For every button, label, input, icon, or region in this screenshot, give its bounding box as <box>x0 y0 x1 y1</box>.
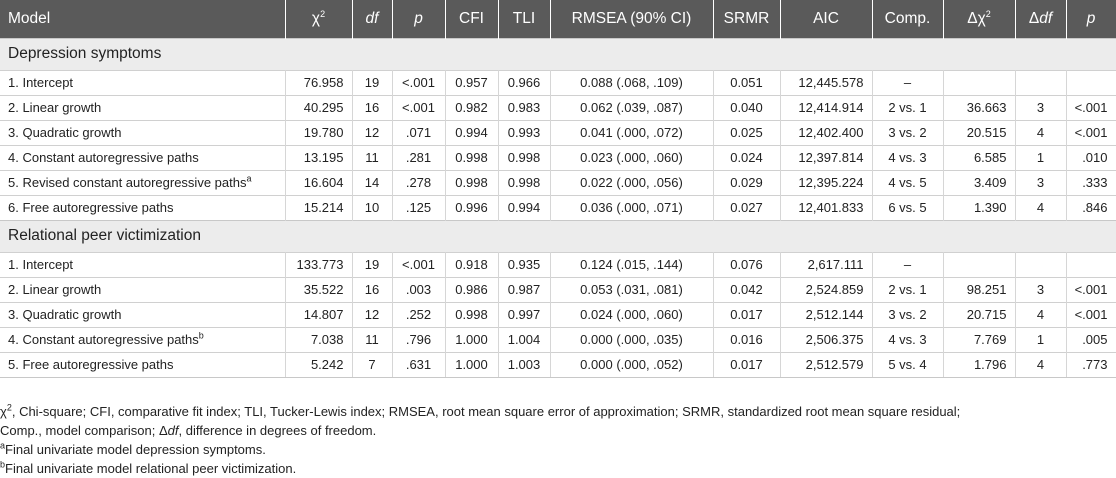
cell-rmsea: 0.022 (.000, .056) <box>550 170 713 195</box>
cell-rmsea: 0.088 (.068, .109) <box>550 70 713 95</box>
delta-symbol: Δ <box>1028 9 1040 27</box>
cell-delta-chi2 <box>943 252 1015 277</box>
cell-model <box>0 120 285 145</box>
cell-delta-p <box>1066 252 1116 277</box>
model-label: 2. Linear growth <box>8 100 102 115</box>
cell-delta-df: 3 <box>1015 170 1066 195</box>
delta-chi2-symbol: Δχ <box>967 9 986 27</box>
table-row <box>0 120 1116 145</box>
cell-rmsea: 0.024 (.000, .060) <box>550 302 713 327</box>
cell-rmsea: 0.053 (.031, .081) <box>550 277 713 302</box>
cell-rmsea: 0.023 (.000, .060) <box>550 145 713 170</box>
table-row <box>0 352 1116 377</box>
cell-comp: 5 vs. 4 <box>872 352 943 377</box>
col-cfi: CFI <box>445 0 498 38</box>
cell-cfi: 1.000 <box>445 327 498 352</box>
cell-delta-chi2: 20.515 <box>943 120 1015 145</box>
section-title: Relational peer victimization <box>0 220 1116 252</box>
cell-delta-p: .333 <box>1066 170 1116 195</box>
cell-chi2: 14.807 <box>285 302 352 327</box>
cell-delta-df: 1 <box>1015 327 1066 352</box>
cell-tli: 0.998 <box>498 170 550 195</box>
table-row <box>0 70 1116 95</box>
section-header-row <box>0 220 1116 252</box>
cell-comp: 3 vs. 2 <box>872 120 943 145</box>
note-text-3: , difference in degrees of freedom. <box>178 423 377 438</box>
cell-chi2: 76.958 <box>285 70 352 95</box>
cell-chi2: 7.038 <box>285 327 352 352</box>
cell-df: 19 <box>352 252 392 277</box>
footnote-marker: a <box>246 173 252 184</box>
cell-tli: 0.994 <box>498 195 550 220</box>
cell-delta-p: <.001 <box>1066 95 1116 120</box>
section-header-row <box>0 38 1116 70</box>
footnote-b-text: Final univariate model relational peer victimization. <box>5 461 297 476</box>
cell-comp: 4 vs. 5 <box>872 170 943 195</box>
table-row <box>0 302 1116 327</box>
table-body <box>0 38 1116 377</box>
cell-chi2: 16.604 <box>285 170 352 195</box>
cell-comp: 2 vs. 1 <box>872 95 943 120</box>
col-comp: Comp. <box>872 0 943 38</box>
cell-delta-df: 4 <box>1015 352 1066 377</box>
cell-delta-chi2: 7.769 <box>943 327 1015 352</box>
note-df: df <box>167 423 179 438</box>
cell-model <box>0 302 285 327</box>
cell-chi2: 133.773 <box>285 252 352 277</box>
cell-srmr: 0.040 <box>713 95 780 120</box>
cell-aic: 12,395.224 <box>780 170 872 195</box>
table-row <box>0 170 1116 195</box>
cell-rmsea: 0.036 (.000, .071) <box>550 195 713 220</box>
model-label: 1. Intercept <box>8 75 74 90</box>
col-delta-df <box>1015 0 1066 38</box>
cell-p: .125 <box>392 195 445 220</box>
col-delta-p: p <box>1066 0 1116 38</box>
cell-cfi: 0.957 <box>445 70 498 95</box>
cell-delta-df: 3 <box>1015 277 1066 302</box>
cell-p: <.001 <box>392 95 445 120</box>
cell-comp: 3 vs. 2 <box>872 302 943 327</box>
cell-aic: 2,506.375 <box>780 327 872 352</box>
cell-p: .281 <box>392 145 445 170</box>
cell-delta-p: <.001 <box>1066 120 1116 145</box>
cell-srmr: 0.042 <box>713 277 780 302</box>
abbreviation-note <box>0 402 1110 440</box>
table-row <box>0 95 1116 120</box>
cell-srmr: 0.029 <box>713 170 780 195</box>
cell-df: 19 <box>352 70 392 95</box>
cell-chi2: 5.242 <box>285 352 352 377</box>
table-row <box>0 327 1116 352</box>
cell-delta-df: 4 <box>1015 302 1066 327</box>
cell-rmsea: 0.000 (.000, .052) <box>550 352 713 377</box>
note-chi-superscript: 2 <box>6 402 12 413</box>
col-tli: TLI <box>498 0 550 38</box>
col-aic: AIC <box>780 0 872 38</box>
cell-model <box>0 145 285 170</box>
cell-cfi: 0.998 <box>445 145 498 170</box>
footnote-a-text: Final univariate model depression symptoms. <box>5 442 266 457</box>
cell-delta-p: <.001 <box>1066 277 1116 302</box>
cell-model <box>0 252 285 277</box>
cell-comp: – <box>872 252 943 277</box>
model-label: 6. Free autoregressive paths <box>8 200 174 215</box>
cell-srmr: 0.017 <box>713 302 780 327</box>
cell-df: 16 <box>352 95 392 120</box>
cell-p: .252 <box>392 302 445 327</box>
cell-p: .796 <box>392 327 445 352</box>
cell-chi2: 19.780 <box>285 120 352 145</box>
cell-aic: 2,512.144 <box>780 302 872 327</box>
cell-p: .278 <box>392 170 445 195</box>
cell-p: <.001 <box>392 252 445 277</box>
cell-comp: 4 vs. 3 <box>872 145 943 170</box>
cell-aic: 2,617.111 <box>780 252 872 277</box>
delta-chi2-superscript: 2 <box>985 8 991 19</box>
cell-delta-chi2: 98.251 <box>943 277 1015 302</box>
cell-df: 11 <box>352 327 392 352</box>
cell-delta-chi2: 1.390 <box>943 195 1015 220</box>
cell-cfi: 0.994 <box>445 120 498 145</box>
footnote-marker: b <box>198 330 204 341</box>
cell-tli: 0.998 <box>498 145 550 170</box>
table-header <box>0 0 1116 38</box>
section-title: Depression symptoms <box>0 38 1116 70</box>
cell-comp: 2 vs. 1 <box>872 277 943 302</box>
table-row <box>0 277 1116 302</box>
cell-rmsea: 0.124 (.015, .144) <box>550 252 713 277</box>
cell-rmsea: 0.062 (.039, .087) <box>550 95 713 120</box>
cell-delta-df: 1 <box>1015 145 1066 170</box>
footnote-a-mark: a <box>0 440 6 451</box>
col-df: df <box>352 0 392 38</box>
note-chi-symbol: χ <box>0 404 7 419</box>
cell-delta-chi2 <box>943 70 1015 95</box>
col-p: p <box>392 0 445 38</box>
cell-cfi: 0.918 <box>445 252 498 277</box>
cell-model <box>0 327 285 352</box>
cell-tli: 0.987 <box>498 277 550 302</box>
chi2-superscript: 2 <box>320 8 326 19</box>
col-rmsea: RMSEA (90% CI) <box>550 0 713 38</box>
cell-delta-chi2: 3.409 <box>943 170 1015 195</box>
model-label: 3. Quadratic growth <box>8 307 122 322</box>
cell-chi2: 13.195 <box>285 145 352 170</box>
cell-srmr: 0.051 <box>713 70 780 95</box>
cell-delta-df <box>1015 70 1066 95</box>
cell-model <box>0 70 285 95</box>
cell-chi2: 40.295 <box>285 95 352 120</box>
cell-aic: 12,402.400 <box>780 120 872 145</box>
cell-delta-df <box>1015 252 1066 277</box>
cell-cfi: 0.998 <box>445 170 498 195</box>
col-model: Model <box>0 0 285 38</box>
cell-delta-chi2: 20.715 <box>943 302 1015 327</box>
cell-comp: – <box>872 70 943 95</box>
cell-chi2: 15.214 <box>285 195 352 220</box>
delta-df-label: df <box>1039 9 1053 27</box>
cell-p: .003 <box>392 277 445 302</box>
cell-srmr: 0.017 <box>713 352 780 377</box>
cell-cfi: 0.986 <box>445 277 498 302</box>
cell-delta-p: <.001 <box>1066 302 1116 327</box>
note-text-1: , Chi-square; CFI, comparative fit index; TLI, Tucker-Lewis index; RMSEA, root mean square error of approximation; SRMR, standardized root mean square residual; <box>11 404 961 419</box>
chi2-symbol: χ <box>311 9 321 27</box>
cell-comp: 6 vs. 5 <box>872 195 943 220</box>
cell-aic: 12,401.833 <box>780 195 872 220</box>
model-label: 2. Linear growth <box>8 282 102 297</box>
footnote-a <box>0 440 1110 459</box>
cell-rmsea: 0.000 (.000, .035) <box>550 327 713 352</box>
footnote-b-mark: b <box>0 459 6 470</box>
model-label: 1. Intercept <box>8 257 74 272</box>
table-notes <box>0 402 1110 478</box>
cell-aic: 2,524.859 <box>780 277 872 302</box>
cell-model <box>0 95 285 120</box>
cell-comp: 4 vs. 3 <box>872 327 943 352</box>
note-text-2: Comp., model comparison; Δ <box>0 423 168 438</box>
cell-delta-p <box>1066 70 1116 95</box>
cell-p: .071 <box>392 120 445 145</box>
model-label: 3. Quadratic growth <box>8 125 122 140</box>
cell-delta-df: 4 <box>1015 120 1066 145</box>
model-label: 5. Free autoregressive paths <box>8 357 174 372</box>
footnote-b <box>0 459 1110 478</box>
cell-tli: 0.935 <box>498 252 550 277</box>
cell-tli: 0.966 <box>498 70 550 95</box>
cell-tli: 0.983 <box>498 95 550 120</box>
cell-tli: 0.993 <box>498 120 550 145</box>
cell-df: 12 <box>352 302 392 327</box>
cell-aic: 12,414.914 <box>780 95 872 120</box>
cell-model <box>0 195 285 220</box>
cell-tli: 0.997 <box>498 302 550 327</box>
cell-srmr: 0.016 <box>713 327 780 352</box>
cell-aic: 2,512.579 <box>780 352 872 377</box>
cell-aic: 12,397.814 <box>780 145 872 170</box>
cell-model <box>0 352 285 377</box>
cell-df: 14 <box>352 170 392 195</box>
cell-srmr: 0.025 <box>713 120 780 145</box>
cell-cfi: 0.998 <box>445 302 498 327</box>
cell-cfi: 0.996 <box>445 195 498 220</box>
model-label: 4. Constant autoregressive paths <box>8 150 199 165</box>
cell-delta-p: .846 <box>1066 195 1116 220</box>
col-srmr: SRMR <box>713 0 780 38</box>
cell-p: <.001 <box>392 70 445 95</box>
cell-df: 16 <box>352 277 392 302</box>
cell-df: 7 <box>352 352 392 377</box>
col-delta-chi2 <box>943 0 1015 38</box>
cell-tli: 1.003 <box>498 352 550 377</box>
cell-delta-p: .773 <box>1066 352 1116 377</box>
cell-df: 10 <box>352 195 392 220</box>
model-label: 5. Revised constant autoregressive paths <box>8 175 247 190</box>
cell-cfi: 0.982 <box>445 95 498 120</box>
cell-delta-df: 3 <box>1015 95 1066 120</box>
cell-delta-chi2: 36.663 <box>943 95 1015 120</box>
col-chi2 <box>285 0 352 38</box>
cell-tli: 1.004 <box>498 327 550 352</box>
cell-cfi: 1.000 <box>445 352 498 377</box>
cell-df: 11 <box>352 145 392 170</box>
cell-rmsea: 0.041 (.000, .072) <box>550 120 713 145</box>
cell-delta-p: .010 <box>1066 145 1116 170</box>
cell-srmr: 0.076 <box>713 252 780 277</box>
cell-delta-chi2: 1.796 <box>943 352 1015 377</box>
header-row <box>0 0 1116 38</box>
table-row <box>0 145 1116 170</box>
table-row <box>0 195 1116 220</box>
cell-srmr: 0.024 <box>713 145 780 170</box>
cell-model <box>0 170 285 195</box>
cell-srmr: 0.027 <box>713 195 780 220</box>
cell-delta-p: .005 <box>1066 327 1116 352</box>
cell-delta-chi2: 6.585 <box>943 145 1015 170</box>
cell-aic: 12,445.578 <box>780 70 872 95</box>
cell-model <box>0 277 285 302</box>
model-label: 4. Constant autoregressive paths <box>8 332 199 347</box>
cell-p: .631 <box>392 352 445 377</box>
cell-df: 12 <box>352 120 392 145</box>
table-row <box>0 252 1116 277</box>
cell-delta-df: 4 <box>1015 195 1066 220</box>
cell-chi2: 35.522 <box>285 277 352 302</box>
